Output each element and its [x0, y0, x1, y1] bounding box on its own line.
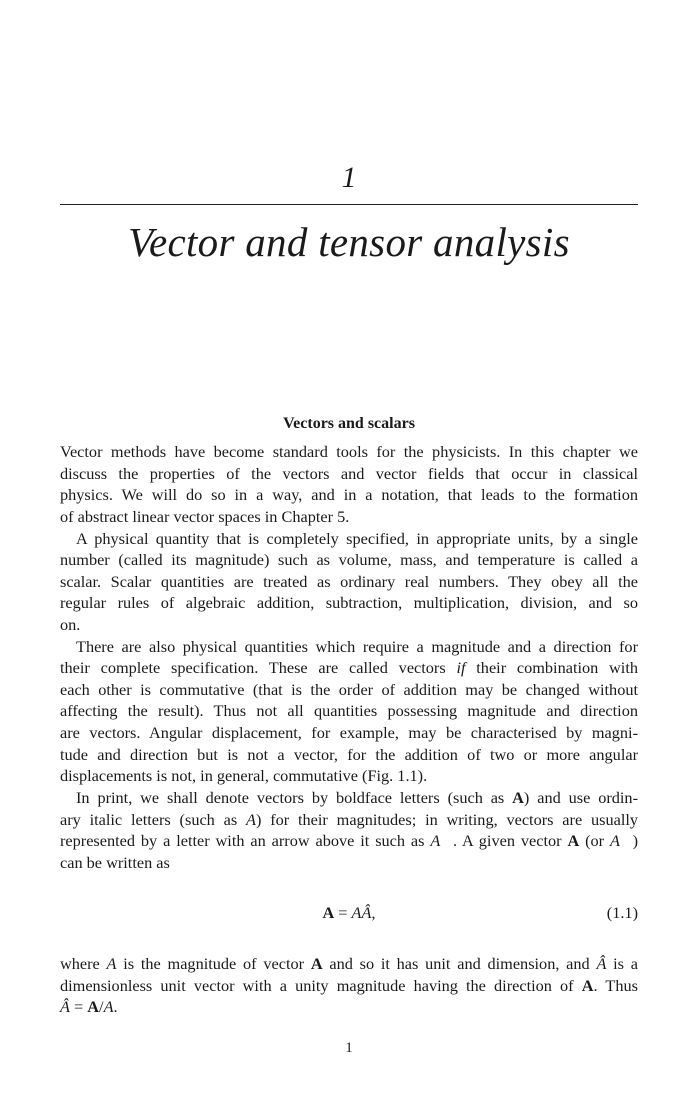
text-segment: . A given vector [452, 831, 568, 850]
text-line [76, 787, 638, 809]
text-line [60, 975, 638, 997]
text-segment: A physical quantity that is completely specified, in appropriate units, by a single [76, 529, 638, 548]
text-segment: can be written as [60, 853, 170, 872]
text-line [60, 614, 638, 636]
text-segment: displacements is not, in general, commutative (Fig. 1.1). [60, 766, 428, 785]
text-segment: In print, we shall denote vectors by boldface letters (such as [76, 788, 513, 807]
text-segment: if [456, 658, 466, 677]
text-segment: Â [596, 954, 607, 973]
text-segment: are vectors. Angular displacement, for example, may be characterised by magni- [60, 723, 638, 742]
text-line [60, 463, 638, 485]
text-segment: Vector methods have become standard tools for the physicists. In this chapter we [60, 442, 638, 461]
text-segment: Â [60, 997, 70, 1016]
text-segment: ) [632, 831, 638, 850]
text-line [60, 549, 638, 571]
text-segment: tude and direction but is not a vector, for the addition of two or more angular [60, 745, 638, 764]
text-line [60, 996, 638, 1018]
equation-number: (1.1) [606, 903, 638, 922]
text-segment: is a [606, 954, 639, 973]
text-segment: . [113, 997, 118, 1016]
text-segment: scalar. Scalar quantities are treated as ordinary real numbers. They obey all the [60, 572, 638, 591]
eq-rhs-unit: Â [361, 903, 372, 922]
chapter-number: 1 [341, 161, 357, 194]
text-line [60, 722, 638, 744]
text-segment: physics. We will do so in a way, and in a notation, that leads to the formation [60, 485, 638, 504]
text-segment: (or [579, 831, 610, 850]
text-line [60, 809, 638, 831]
text-line [76, 528, 638, 550]
text-segment: is the magnitude of vector [116, 954, 311, 973]
section-heading: Vectors and scalars [283, 415, 415, 432]
text-segment: A [581, 976, 594, 995]
text-segment: affecting the result). Thus not all quantities possessing magnitude and direction [60, 701, 638, 720]
text-line [60, 657, 638, 679]
text-segment: / [99, 997, 104, 1016]
text-line [60, 700, 638, 722]
text-segment: of abstract linear vector spaces in Chapter 5. [60, 507, 350, 526]
eq-rhs-magnitude: A [351, 903, 362, 922]
text-line [60, 953, 638, 975]
text-line [76, 636, 638, 658]
chapter-title: Vector and tensor analysis [128, 219, 570, 265]
text-segment: regular rules of algebraic addition, subtraction, multiplication, division, and so [60, 593, 638, 612]
text-segment: = [69, 997, 88, 1016]
text-line [60, 679, 638, 701]
text-segment: each other is commutative (that is the order of addition may be changed without [60, 680, 638, 699]
text-line [60, 592, 638, 614]
text-segment: discuss the properties of the vectors and vector fields that occur in classical [60, 464, 638, 483]
text-segment: where [60, 954, 107, 973]
text-line [60, 441, 638, 463]
text-segment: dimensionless unit vector with a unity magnitude having the direction of [60, 976, 582, 995]
text-line [60, 765, 638, 787]
text-segment: ) and use ordin- [523, 788, 638, 807]
text-segment: number (called its magnitude) such as volume, mass, and temperature is called a [60, 550, 638, 569]
text-segment: A⃗ [609, 831, 633, 850]
text-line [60, 744, 638, 766]
eq-lhs: A [322, 903, 335, 922]
equation [0, 902, 698, 924]
text-segment: ary italic letters (such as [60, 810, 247, 829]
eq-equals: = [334, 903, 352, 922]
text-line [60, 830, 638, 852]
text-line [60, 852, 638, 874]
text-segment: ) for their magnitudes; in writing, vectors are usually [255, 810, 639, 829]
text-segment: A [106, 954, 117, 973]
page-number: 1 [345, 1040, 353, 1056]
eq-tail: , [371, 903, 376, 922]
text-line [60, 571, 638, 593]
text-segment: A [567, 831, 580, 850]
text-segment: on. [60, 615, 81, 634]
text-line [60, 484, 638, 506]
text-segment: A [87, 997, 100, 1016]
text-segment: . Thus [593, 976, 638, 995]
text-segment: There are also physical quantities which require a magnitude and a direction for [76, 637, 638, 656]
text-segment: A [246, 810, 256, 829]
text-segment: A [512, 788, 524, 807]
text-segment: A [103, 997, 114, 1016]
text-segment: their combination with [465, 658, 638, 677]
title-rule [60, 204, 638, 205]
text-segment: A⃗ [430, 831, 453, 850]
text-segment: A [310, 954, 323, 973]
text-segment: their complete specification. These are called vectors [60, 658, 457, 677]
text-segment: represented by a letter with an arrow above it such as [60, 831, 431, 850]
text-line [60, 506, 638, 528]
text-segment: and so it has unit and dimension, and [322, 954, 597, 973]
